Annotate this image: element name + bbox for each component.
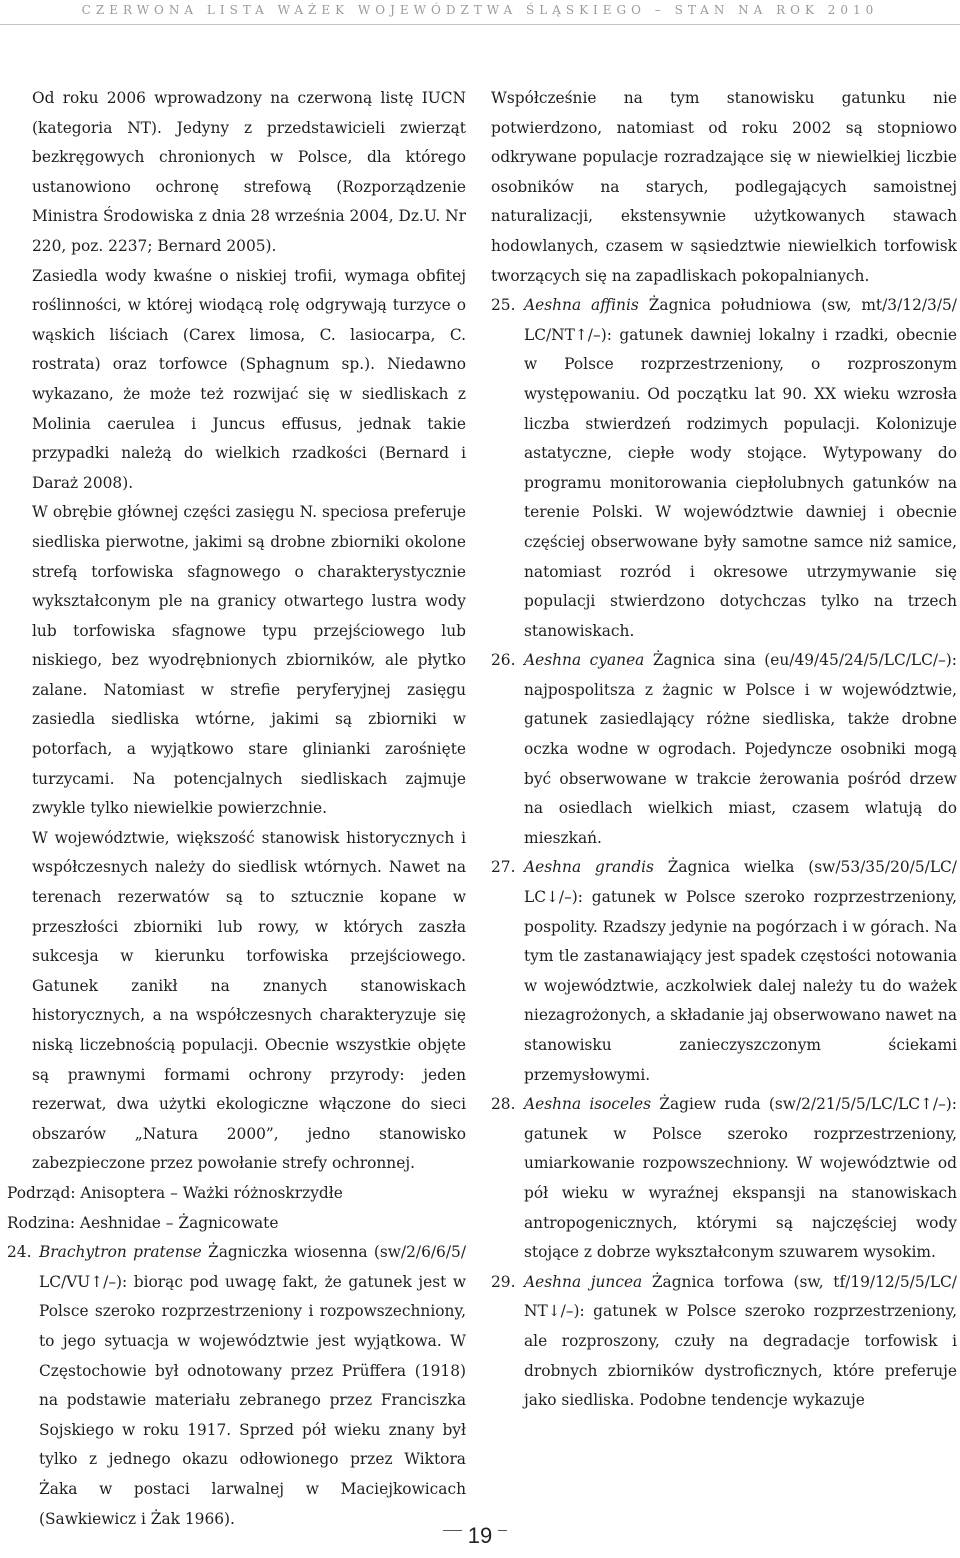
- family-heading: Rodzina: Aeshnidae – Żagnicowate: [7, 1213, 279, 1232]
- paragraph-range-habitat: W obrębie głównej części zasięgu N. speciosa preferuje siedliska pierwotne, jakimi są drobne zbiorniki okolone strefą torfowiska sfagnowego o charakterystycznie wykształconym ple na granicy otwartego lustra wody lub torfowiska sfagnowe typu przejściowego lub niskiego, bez wyodrębnionych zbiorników, ale płytko zalane. Natomiast w strefie peryferyjnej zasięgu zasiedla siedliska wtórne, jakimi są zbiorniki w potorfach, a wyjątkowo stare glinianki zarośnięte turzycami. Na potencjalnych siedliskach zajmuje zwykle tylko niewielkie powierzchnie.: [32, 503, 466, 818]
- entry-number: 25.: [491, 296, 516, 315]
- species-name: Aeshna affinis: [524, 296, 639, 315]
- entry-number: 29.: [491, 1272, 516, 1291]
- entry-number: 26.: [491, 651, 516, 670]
- species-name: Aeshna isoceles: [524, 1095, 652, 1114]
- entry-text: Żagniczka wiosenna (sw/2/6/6/5/ LC/VU↑/–): biorąc pod uwagę fakt, że gatunek jest w Polsce szeroko rozprzestrzeniony i rozpowszechniony, to jego sytuacja w województwie jest wyjątkowa. W Częstochowie był odnotowany przez Prüffera (1918) na podstawie materiału zebranego przez Franciszka Sojskiego w roku 1917. Sprzed pół wieku znany był tylko z jednego okazu odłowionego przez Wiktora Żaka w postaci larwalnej w Maciejkowicach (Sawkiewicz i Żak 1966).: [39, 1243, 466, 1528]
- paragraph-habitat: Zasiedla wody kwaśne o niskiej trofii, wymaga obfitej roślinności, w której wiodącą rolę odgrywają turzyce o wąskich liściach (Carex limosa, C. lasiocarpa, C. rostrata) oraz torfowce (Sphagnum sp.). Niedawno wykazano, że może też rozwijać się w siedliskach z Molinia caerulea i Juncus effusus, jednak takie przypadki należą do wielkich rzadkości (Bernard i Daraż 2008).: [32, 266, 466, 492]
- running-header: CZERWONA LISTA WAŻEK WOJEWÓDZTWA ŚLĄSKIEGO – STAN NA ROK 2010: [81, 3, 879, 17]
- species-entry-29: [491, 1268, 957, 1416]
- left-column: [7, 84, 466, 1534]
- entry-text: Żagnica torfowa (sw, tf/19/12/5/5/LC/ NT↓/–): gatunek w Polsce szeroko rozprzestrzeniony, ale rozproszony, czuły na degradacje torfowisk i drobnych zbiorników dystroficznych, które preferuje jako siedliska. Podobne tendencje wykazuje: [524, 1272, 957, 1410]
- entry-text: Żagnica sina (eu/49/45/24/5/LC/LC/–): najpospolitsza z żagnic w Polsce i w województwie, gatunek zasiedlający różne siedliska, także drobne oczka wodne w ogrodach. Pojedyncze osobniki mogą być obserwowane w trakcie żerowania pośród drzew na osiedlach wielkich miast, czasem wlatują do mieszkań.: [524, 651, 957, 847]
- paragraph-status: Od roku 2006 wprowadzony na czerwoną listę IUCN (kategoria NT). Jedyny z przedstawicieli zwierząt bezkręgowych chronionych w Polsce, dla którego ustanowiono ochronę strefową (Rozporządzenie Ministra Środowiska z dnia 28 września 2004, Dz.U. Nr 220, poz. 2237; Bernard 2005).: [32, 89, 466, 255]
- page-number-text: 19: [462, 1523, 498, 1548]
- paragraph-continuation: Współcześnie na tym stanowisku gatunku nie potwierdzono, natomiast od roku 2002 są stopniowo odkrywane populacje rozradzające się w niewielkiej liczbie osobników na starych, podlegających samoistnej naturalizacji, ekstensywnie użytkowanych stawach hodowlanych, czasem w sąsiedztwie niewielkich torfowisk tworzących się na zapadliskach pokopalnianych.: [491, 89, 957, 285]
- entry-text: Żagiew ruda (sw/2/21/5/5/LC/LC↑/–): gatunek w Polsce szeroko rozprzestrzeniony, umiarkowanie rozpowszechniony. W województwie od pół wieku w wyraźnej ekspansji na stanowiskach antropogenicznych, którymi są najczęściej wody stojące z dobrze wykształconym szuwarem wysokim.: [524, 1095, 957, 1262]
- paragraph-voivodeship: W województwie, większość stanowisk historycznych i współczesnych należy do siedlisk wtórnych. Nawet na terenach rezerwatów są to sztucznie kopane w przeszłości zbiorniki lub rowy, w których zaszła sukcesja w kierunku torfowiska przejściowego. Gatunek zanikł na znanych stanowiskach historycznych, a na współczesnych charakteryzuje się niską liczebnością populacji. Obecnie wszystkie objęte są prawnymi formami ochrony przyrody: jeden rezerwat, dwa użytki ekologiczne włączone do sieci obszarów „Natura 2000”, jedno stanowisko zabezpieczone przez powołanie strefy ochronnej.: [32, 828, 466, 1173]
- species-entry-24: [7, 1238, 466, 1534]
- species-name: Aeshna juncea: [524, 1272, 643, 1291]
- entry-number: 27.: [491, 858, 516, 877]
- entry-number: 24.: [7, 1243, 32, 1262]
- species-entry-27: [491, 853, 957, 1090]
- entry-text: Żagnica południowa (sw, mt/3/12/3/5/ LC/NT↑/–): gatunek dawniej lokalny i rzadki, obecnie w Polsce rozprzestrzeniony, o rozproszonym występowaniu. Od początku lat 90. XX wieku wzrosła liczba stwierdzeń rodzimych populacji. Kolonizuje astatyczne, ciepłe wody stojące. Wytypowany do programu monitorowania ciepłolubnych gatunków na terenie Polski. W województwie dawniej i obecnie częściej obserwowane były samotne samce niż samice, natomiast rozród i okresowe utrzymywanie się populacji stwierdzono dotychczas tylko na trzech stanowiskach.: [524, 296, 957, 640]
- species-name: Aeshna cyanea: [524, 651, 645, 670]
- species-entry-25: [491, 291, 957, 646]
- entry-text: Żagnica wielka (sw/53/35/20/5/LC/ LC↓/–): gatunek w Polsce szeroko rozprzestrzeniony, pospolity. Rzadszy jedynie na pogórzach i w górach. Na tym tle zastanawiający jest spadek częstości notowania w województwie, aczkolwiek dalej należy tu do ważek niezagrożonych, a składanie jaj obserwowano nawet na stanowisku zanieczyszczonym ściekami przemysłowymi.: [524, 858, 957, 1084]
- species-entry-28: [491, 1090, 957, 1268]
- species-entry-26: [491, 646, 957, 853]
- species-name: Aeshna grandis: [524, 858, 654, 877]
- suborder-heading: Podrząd: Anisoptera – Ważki różnoskrzydłe: [7, 1183, 343, 1202]
- page-number: [0, 1523, 960, 1549]
- species-name: Brachytron pratense: [39, 1243, 202, 1262]
- entry-number: 28.: [491, 1095, 516, 1114]
- right-column: [491, 84, 957, 1416]
- header-divider: [0, 24, 960, 25]
